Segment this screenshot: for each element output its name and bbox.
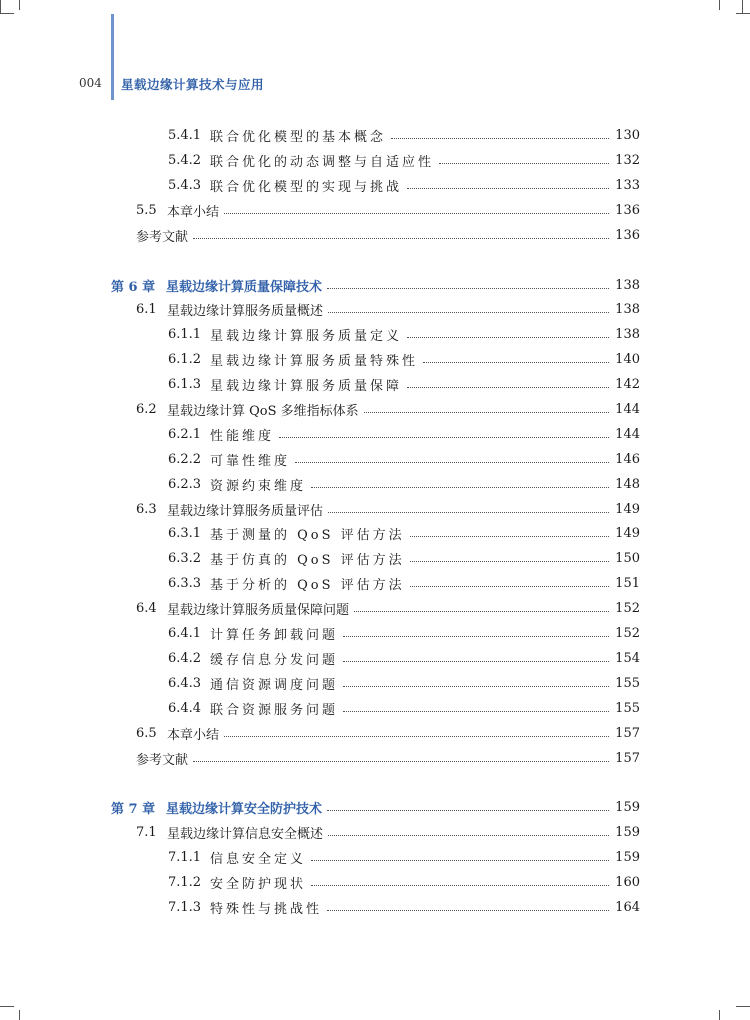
- toc-page-number: 144: [615, 426, 640, 442]
- toc-number: 6.3: [136, 501, 157, 517]
- toc-number: 6.2: [136, 401, 157, 417]
- toc-section[interactable]: [136, 499, 640, 519]
- toc-section[interactable]: [136, 822, 640, 842]
- toc-page-number: 148: [615, 476, 640, 492]
- toc-subsection[interactable]: [168, 847, 640, 867]
- toc-title: 资源约束维度: [210, 478, 307, 494]
- toc-title: 星载边缘计算安全防护技术: [166, 801, 323, 817]
- toc-title: 联合优化模型的实现与挑战: [210, 179, 403, 195]
- toc-leader-dots: [410, 561, 610, 562]
- toc-leader-dots: [311, 487, 609, 488]
- toc-number: 6.1.1: [168, 326, 202, 342]
- toc-subsection[interactable]: [168, 374, 640, 394]
- toc-subsection[interactable]: [168, 673, 640, 693]
- toc-number: 第 6 章: [111, 279, 156, 295]
- toc-subsection[interactable]: [168, 897, 640, 917]
- toc-page-number: 149: [615, 525, 640, 541]
- toc-number: 7.1.3: [168, 899, 202, 915]
- toc-title: 参考文献: [136, 752, 189, 768]
- toc-leader-dots: [391, 138, 609, 139]
- toc-leader-dots: [439, 163, 609, 164]
- toc-page-number: 142: [615, 376, 640, 392]
- toc-page-number: 160: [615, 874, 640, 890]
- toc-leader-dots: [407, 188, 609, 189]
- toc-leader-dots: [364, 412, 610, 413]
- toc-leader-dots: [407, 337, 609, 338]
- toc-page-number: 138: [615, 277, 640, 293]
- toc-title: 计算任务卸载问题: [210, 627, 339, 643]
- toc-number: 6.3.3: [168, 575, 202, 591]
- toc-section[interactable]: [136, 399, 640, 419]
- toc-title: 信息安全定义: [210, 851, 307, 867]
- toc-title: 安全防护现状: [210, 876, 307, 892]
- toc-title: 星载边缘计算服务质量概述: [167, 303, 324, 319]
- toc-leader-dots: [328, 312, 609, 313]
- toc-leader-dots: [328, 835, 609, 836]
- toc-number: 6.3.1: [168, 525, 202, 541]
- toc-number: 6.4.4: [168, 700, 202, 716]
- toc-number: 6.1.2: [168, 351, 202, 367]
- toc-page-number: 146: [615, 451, 640, 467]
- toc-leader-dots: [193, 238, 609, 239]
- toc-title: 基于分析的 QoS 评估方法: [210, 577, 405, 593]
- toc-section[interactable]: [136, 225, 640, 245]
- toc-subsection[interactable]: [168, 449, 640, 469]
- toc-number: 7.1.2: [168, 874, 202, 890]
- toc-page-number: 130: [615, 127, 640, 143]
- toc-page-number: 136: [615, 202, 640, 218]
- toc-leader-dots: [193, 761, 609, 762]
- toc-title: 特殊性与挑战性: [210, 901, 323, 917]
- toc-subsection[interactable]: [168, 698, 640, 718]
- toc-leader-dots: [328, 512, 609, 513]
- toc-subsection[interactable]: [168, 872, 640, 892]
- toc-section[interactable]: [136, 748, 640, 768]
- toc-page-number: 159: [615, 824, 640, 840]
- toc-chapter[interactable]: [111, 275, 640, 295]
- toc-subsection[interactable]: [168, 573, 640, 593]
- toc-page-number: 136: [615, 227, 640, 243]
- toc-leader-dots: [327, 288, 609, 289]
- toc-subsection[interactable]: [168, 175, 640, 195]
- toc-subsection[interactable]: [168, 349, 640, 369]
- toc-subsection[interactable]: [168, 424, 640, 444]
- toc-number: 6.4.2: [168, 650, 202, 666]
- toc-page-number: 159: [615, 849, 640, 865]
- toc-number: 6.4: [136, 600, 157, 616]
- toc-title: 联合优化模型的基本概念: [210, 129, 387, 145]
- toc-leader-dots: [343, 661, 609, 662]
- toc-number: 6.2.3: [168, 476, 202, 492]
- toc-number: 6.1.3: [168, 376, 202, 392]
- toc-chapter[interactable]: [111, 797, 640, 817]
- toc-title: 基于仿真的 QoS 评估方法: [210, 552, 405, 568]
- toc-page-number: 157: [615, 750, 640, 766]
- toc-number: 5.4.1: [168, 127, 202, 143]
- toc-subsection[interactable]: [168, 474, 640, 494]
- toc-title: 缓存信息分发问题: [210, 652, 339, 668]
- toc-number: 5.4.2: [168, 152, 202, 168]
- toc-leader-dots: [327, 810, 609, 811]
- toc-title: 基于测量的 QoS 评估方法: [210, 527, 405, 543]
- toc-number: 6.1: [136, 301, 157, 317]
- toc-leader-dots: [224, 213, 609, 214]
- toc-number: 5.5: [136, 202, 157, 218]
- page-number: 004: [79, 76, 102, 90]
- toc-subsection[interactable]: [168, 125, 640, 145]
- toc-leader-dots: [354, 611, 609, 612]
- toc-leader-dots: [311, 860, 609, 861]
- toc-section[interactable]: [136, 299, 640, 319]
- toc-title: 星载边缘计算信息安全概述: [167, 826, 324, 842]
- toc-page-number: 152: [615, 625, 640, 641]
- toc-page-number: 144: [615, 401, 640, 417]
- toc-leader-dots: [327, 910, 609, 911]
- toc-page-number: 150: [615, 550, 640, 566]
- toc-title: 星载边缘计算服务质量特殊性: [210, 353, 419, 369]
- toc-leader-dots: [410, 586, 610, 587]
- toc-number: 6.4.1: [168, 625, 202, 641]
- toc-number: 第 7 章: [111, 801, 156, 817]
- toc-page-number: 149: [615, 501, 640, 517]
- toc-section[interactable]: [136, 723, 640, 743]
- toc-leader-dots: [295, 462, 609, 463]
- toc-page-number: 138: [615, 301, 640, 317]
- toc-leader-dots: [279, 437, 609, 438]
- toc-page-number: 152: [615, 600, 640, 616]
- toc-title: 可靠性维度: [210, 453, 291, 469]
- toc-title: 通信资源调度问题: [210, 677, 339, 693]
- toc-title: 星载边缘计算服务质量保障: [210, 378, 403, 394]
- toc-number: 6.2.2: [168, 451, 202, 467]
- toc-title: 参考文献: [136, 229, 189, 245]
- toc-leader-dots: [423, 362, 609, 363]
- toc-leader-dots: [343, 636, 609, 637]
- toc-leader-dots: [343, 686, 609, 687]
- toc-page-number: 155: [615, 700, 640, 716]
- toc-title: 本章小结: [167, 727, 220, 743]
- toc-page-number: 140: [615, 351, 640, 367]
- toc-subsection[interactable]: [168, 324, 640, 344]
- toc-page-number: 151: [615, 575, 640, 591]
- toc-leader-dots: [410, 536, 610, 537]
- toc-title: 联合资源服务问题: [210, 702, 339, 718]
- toc-number: 6.3.2: [168, 550, 202, 566]
- toc-leader-dots: [311, 885, 609, 886]
- toc-page-number: 157: [615, 725, 640, 741]
- toc-page-number: 133: [615, 177, 640, 193]
- toc-title: 星载边缘计算质量保障技术: [166, 279, 323, 295]
- toc-leader-dots: [343, 711, 609, 712]
- toc-number: 7.1: [136, 824, 157, 840]
- toc-title: 性能维度: [210, 428, 275, 444]
- toc-number: 7.1.1: [168, 849, 202, 865]
- toc-page-number: 164: [615, 899, 640, 915]
- toc-number: 6.4.3: [168, 675, 202, 691]
- toc-subsection[interactable]: [168, 648, 640, 668]
- toc-section[interactable]: [136, 200, 640, 220]
- toc-page-number: 155: [615, 675, 640, 691]
- toc-page-number: 154: [615, 650, 640, 666]
- toc-title: 联合优化的动态调整与自适应性: [210, 154, 435, 170]
- toc-leader-dots: [224, 736, 609, 737]
- toc-page-number: 132: [615, 152, 640, 168]
- toc-page-number: 138: [615, 326, 640, 342]
- toc-title: 星载边缘计算服务质量保障问题: [167, 602, 350, 618]
- toc-title: 星载边缘计算服务质量评估: [167, 503, 324, 519]
- toc-title: 星载边缘计算 QoS 多维指标体系: [167, 403, 359, 419]
- toc-subsection[interactable]: [168, 523, 640, 543]
- book-title: 星载边缘计算技术与应用: [121, 77, 265, 92]
- toc-number: 6.2.1: [168, 426, 202, 442]
- toc-subsection[interactable]: [168, 548, 640, 568]
- toc-number: 5.4.3: [168, 177, 202, 193]
- toc-title: 星载边缘计算服务质量定义: [210, 328, 403, 344]
- toc-subsection[interactable]: [168, 150, 640, 170]
- toc-subsection[interactable]: [168, 623, 640, 643]
- toc-number: 6.5: [136, 725, 157, 741]
- toc-section[interactable]: [136, 598, 640, 618]
- toc-page-number: 159: [615, 799, 640, 815]
- toc-title: 本章小结: [167, 204, 220, 220]
- toc-leader-dots: [407, 387, 609, 388]
